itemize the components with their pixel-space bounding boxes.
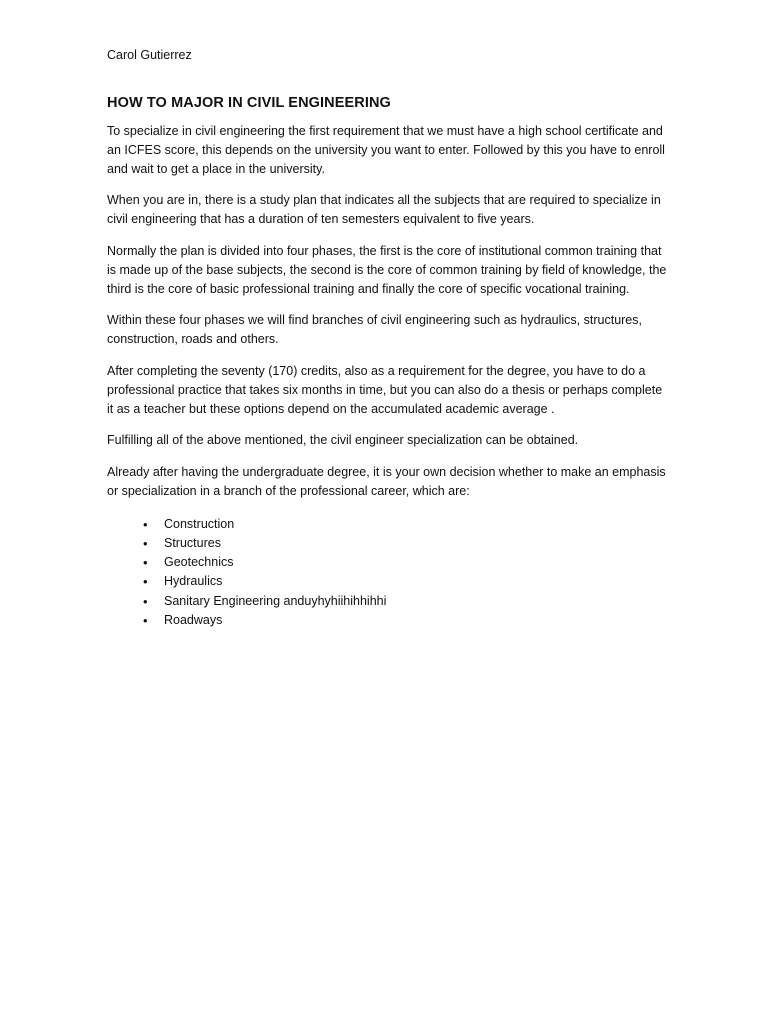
bullet-icon: • — [143, 555, 148, 571]
list-item-label: Sanitary Engineering anduyhyhiihihhihhi — [164, 593, 387, 608]
paragraph-requirements: To specialize in civil engineering the first requirement that we must have a high school certificate and an ICFES score, this depends on the university you want to enter. Followed by this you have to enroll and wait to get a place in the university. — [107, 124, 665, 176]
bullet-icon: • — [143, 516, 148, 532]
bullet-icon: • — [143, 612, 148, 628]
list-item-label: Roadways — [164, 612, 223, 627]
list-item — [107, 572, 667, 591]
document-body — [107, 46, 667, 630]
list-item — [107, 592, 667, 611]
paragraph-specialization: Fulfilling all of the above mentioned, the civil engineer specialization can be obtained. — [107, 433, 579, 448]
list-item-label: Geotechnics — [164, 555, 234, 570]
bullet-icon: • — [143, 535, 148, 551]
paragraph-study-plan: When you are in, there is a study plan that indicates all the subjects that are required to specialize in civil engineering that has a duration of ten semesters equivalent to five years. — [107, 193, 661, 227]
paragraph-phases: Normally the plan is divided into four phases, the first is the core of institutional common training that is made up of the base subjects, the second is the core of common training by field of knowledge, the third is the core of basic professional training and finally the core of specific vocational training. — [107, 243, 667, 296]
list-item-label: Hydraulics — [164, 574, 223, 589]
specialization-list — [107, 515, 667, 630]
list-item — [107, 611, 667, 630]
list-item-label: Construction — [164, 516, 235, 531]
paragraph-branches: Within these four phases we will find branches of civil engineering such as hydraulics, structures, construction, roads and others. — [107, 313, 642, 347]
bullet-icon: • — [143, 574, 148, 590]
bullet-icon: • — [143, 593, 148, 609]
list-item — [107, 515, 667, 534]
list-item — [107, 553, 667, 572]
paragraph-emphasis: Already after having the undergraduate degree, it is your own decision whether to make an emphasis or specialization in a branch of the professional career, which are: — [107, 465, 666, 498]
author-name: Carol Gutierrez — [107, 48, 192, 62]
document-title: HOW TO MAJOR IN CIVIL ENGINEERING — [107, 95, 391, 111]
list-item-label: Structures — [164, 535, 221, 550]
list-item — [107, 534, 667, 553]
paragraph-credits: After completing the seventy (170) credits, also as a requirement for the degree, you have to do a professional practice that takes six months in time, but you can also do a thesis or perhaps complete it as a teacher but these options depend on the accumulated academic average . — [107, 363, 663, 416]
